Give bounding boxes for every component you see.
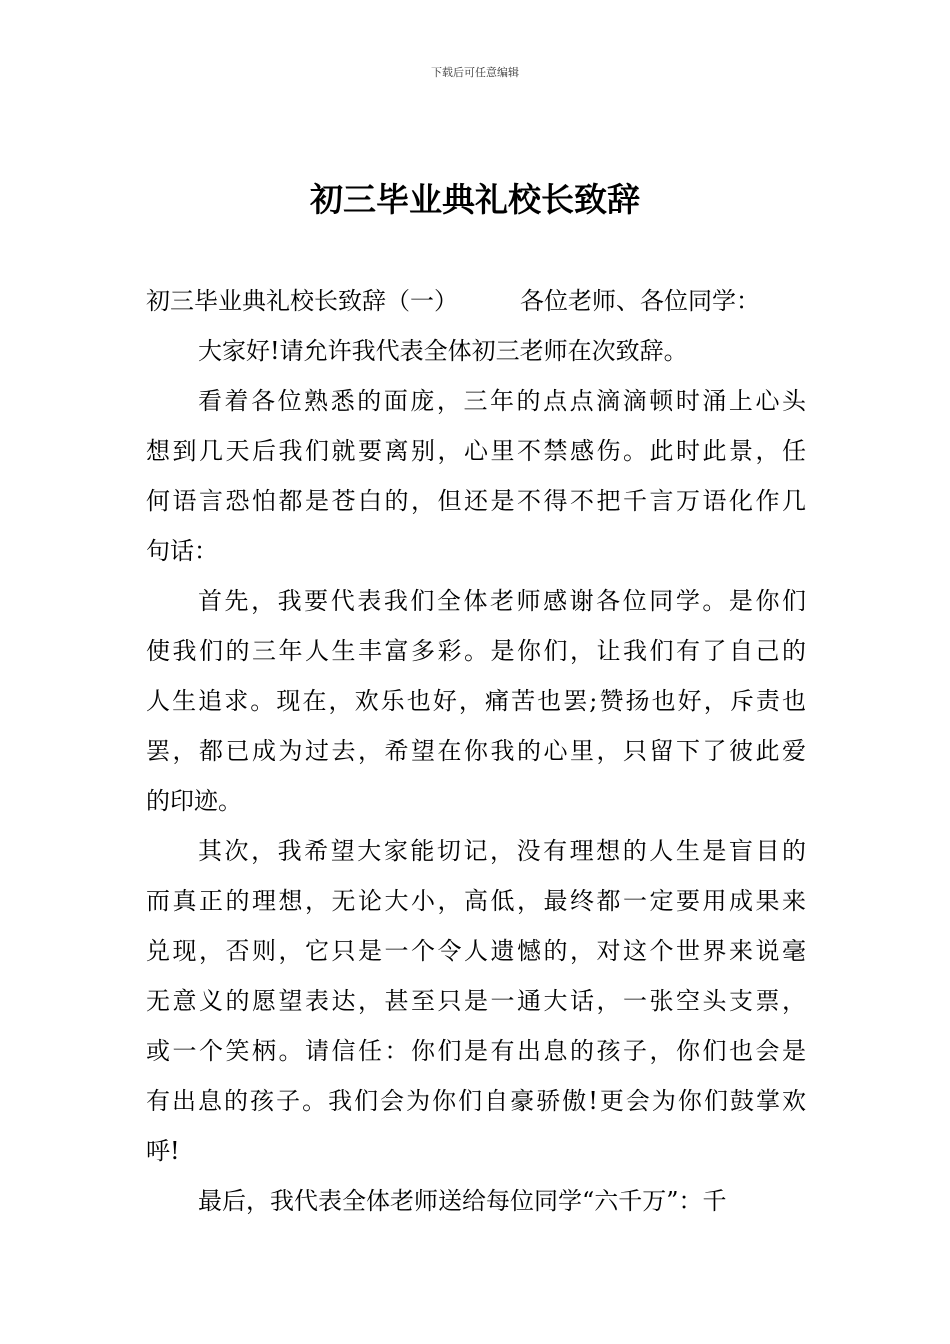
page-header-note: 下载后可任意编辑 bbox=[431, 66, 519, 79]
paragraph-line: 的印迹。 bbox=[146, 787, 242, 815]
intro-spacer bbox=[458, 276, 520, 326]
paragraph-line: 何语言恐怕都是苍白的，但还是不得不把千言万语化作几 bbox=[146, 487, 806, 515]
paragraph bbox=[146, 576, 806, 826]
intro-heading: 初三毕业典礼校长致辞（一） bbox=[146, 287, 458, 315]
paragraph-line: 看着各位熟悉的面庞，三年的点点滴滴顿时涌上心头 bbox=[198, 387, 806, 415]
paragraph-line: 而真正的理想，无论大小，高低，最终都一定要用成果来 bbox=[146, 887, 806, 915]
paragraph-line: 句话： bbox=[146, 537, 218, 565]
paragraph bbox=[146, 1176, 806, 1226]
intro-line bbox=[146, 276, 806, 326]
paragraph-line: 首先，我要代表我们全体老师感谢各位同学。是你们 bbox=[198, 587, 806, 615]
paragraph-line: 其次，我希望大家能切记，没有理想的人生是盲目的 bbox=[198, 837, 806, 865]
paragraph-line: 无意义的愿望表达，甚至只是一通大话，一张空头支票， bbox=[146, 987, 806, 1015]
paragraph-line: 人生追求。现在，欢乐也好，痛苦也罢;赞扬也好，斥责也 bbox=[146, 687, 806, 715]
document-title: 初三毕业典礼校长致辞 bbox=[310, 180, 640, 219]
paragraph-line: 或一个笑柄。请信任：你们是有出息的孩子，你们也会是 bbox=[146, 1037, 806, 1065]
paragraph-line: 最后，我代表全体老师送给每位同学“六千万”：千 bbox=[198, 1187, 727, 1215]
paragraph-line: 兑现，否则，它只是一个令人遗憾的，对这个世界来说毫 bbox=[146, 937, 806, 965]
paragraph-line: 罢，都已成为过去，希望在你我的心里，只留下了彼此爱 bbox=[146, 737, 806, 765]
paragraph-line: 想到几天后我们就要离别，心里不禁感伤。此时此景，任 bbox=[146, 437, 806, 465]
paragraph-line: 有出息的孩子。我们会为你们自豪骄傲!更会为你们鼓掌欢 bbox=[146, 1087, 806, 1115]
paragraph-line: 使我们的三年人生丰富多彩。是你们，让我们有了自己的 bbox=[146, 637, 806, 665]
paragraph-line: 呼! bbox=[146, 1137, 180, 1165]
document-body bbox=[146, 276, 806, 1226]
paragraph-line: 大家好!请允许我代表全体初三老师在次致辞。 bbox=[198, 337, 688, 365]
paragraph-list bbox=[146, 326, 806, 1226]
salutation: 各位老师、各位同学： bbox=[520, 287, 760, 315]
paragraph bbox=[146, 376, 806, 576]
paragraph bbox=[146, 326, 806, 376]
paragraph bbox=[146, 826, 806, 1176]
